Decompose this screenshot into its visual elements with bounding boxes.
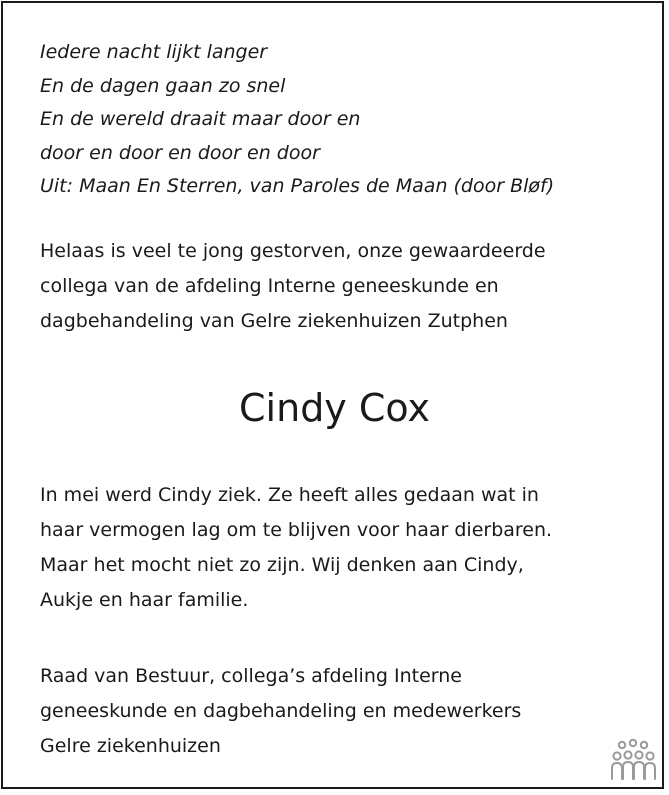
poem-line: Iedere nacht lijkt langer — [40, 41, 268, 63]
intro-line: collega van de afdeling Interne geneeskunde en — [40, 275, 499, 297]
message-line: Aukje en haar familie. — [40, 589, 249, 611]
signature-line: geneeskunde en dagbehandeling en medewerkers — [40, 700, 522, 722]
family-people-icon — [610, 738, 656, 782]
poem-line: door en door en door en door — [40, 141, 320, 164]
poem-source: Uit: Maan En Sterren, van Paroles de Maan (door Bløf) — [40, 175, 555, 197]
poem-line: En de wereld draait maar door en — [40, 108, 361, 130]
intro-line: Helaas is veel te jong gestorven, onze gewaardeerde — [40, 240, 546, 262]
signature-line: Gelre ziekenhuizen — [40, 735, 221, 757]
message-paragraph — [40, 478, 552, 618]
poem-quote — [40, 36, 554, 204]
message-line: In mei werd Cindy ziek. Ze heeft alles gedaan wat in — [40, 484, 539, 506]
signature-block — [40, 659, 521, 764]
deceased-name: Cindy Cox — [239, 386, 430, 430]
signature-line: Raad van Bestuur, collega’s afdeling Interne — [40, 665, 462, 687]
intro-line: dagbehandeling van Gelre ziekenhuizen Zutphen — [40, 310, 508, 332]
intro-paragraph — [40, 234, 546, 339]
message-line: Maar het mocht niet zo zijn. Wij denken aan Cindy, — [40, 554, 524, 576]
poem-line: En de dagen gaan zo snel — [40, 74, 286, 97]
message-line: haar vermogen lag om te blijven voor haar dierbaren. — [40, 519, 553, 541]
